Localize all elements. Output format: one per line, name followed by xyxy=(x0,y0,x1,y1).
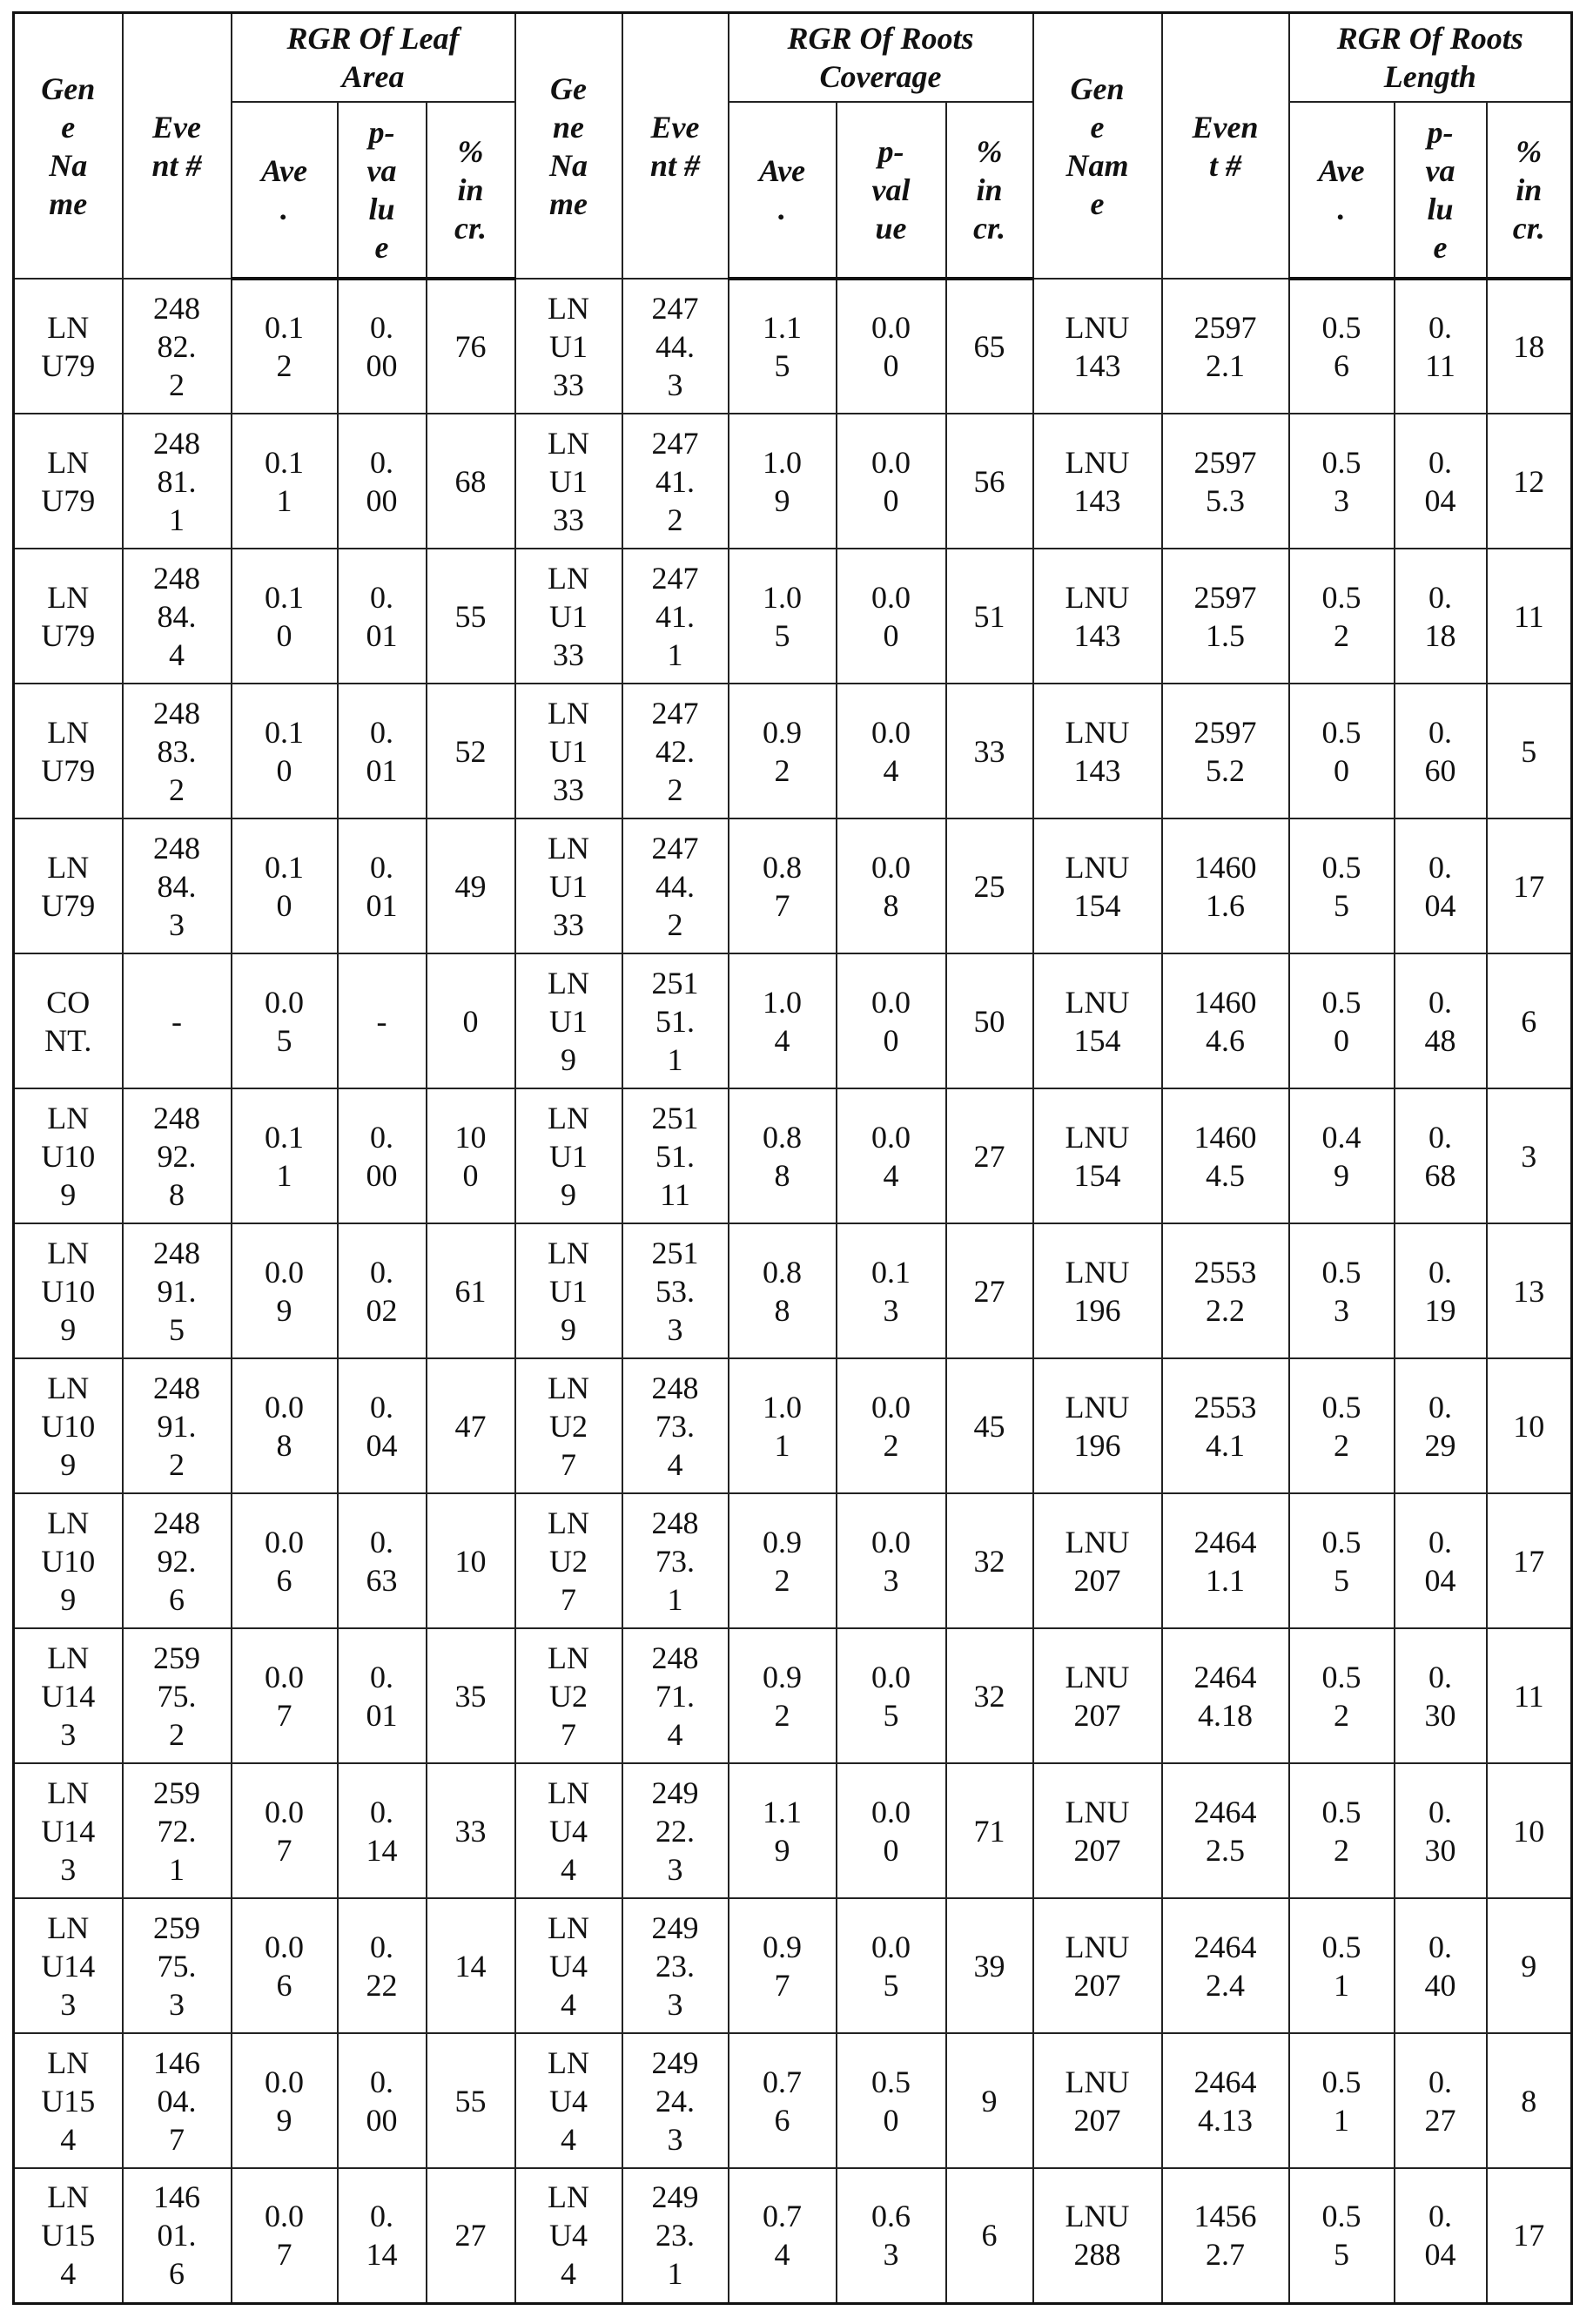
cell-p-value-1: 0. 01 xyxy=(338,1628,427,1763)
cell-gene-name-3: LNU 207 xyxy=(1033,1628,1162,1763)
cell-p-value-1: 0. 00 xyxy=(338,279,427,414)
cell-gene-name-1: LN U79 xyxy=(14,684,123,818)
cell-percent-increase-1: 14 xyxy=(427,1898,515,2033)
header-pvalue-2: p- val ue xyxy=(837,102,946,279)
cell-ave-3: 0.5 3 xyxy=(1289,1223,1395,1358)
table-row xyxy=(14,1628,1572,1763)
cell-ave-3: 0.5 5 xyxy=(1289,1493,1395,1628)
cell-event-3: 2553 4.1 xyxy=(1162,1358,1289,1493)
cell-percent-increase-3: 11 xyxy=(1487,549,1572,684)
cell-p-value-2: 0.0 2 xyxy=(837,1358,946,1493)
header-gene-name-3: Gen e Nam e xyxy=(1033,13,1162,280)
cell-gene-name-3: LNU 207 xyxy=(1033,2033,1162,2168)
cell-gene-name-2: LN U2 7 xyxy=(515,1358,622,1493)
cell-percent-increase-1: 55 xyxy=(427,2033,515,2168)
cell-p-value-2: 0.0 4 xyxy=(837,1088,946,1223)
table-row xyxy=(14,2033,1572,2168)
table-row xyxy=(14,953,1572,1088)
cell-gene-name-2: LN U2 7 xyxy=(515,1628,622,1763)
header-group-roots-length: RGR Of Roots Length xyxy=(1289,13,1572,103)
cell-percent-increase-3: 11 xyxy=(1487,1628,1572,1763)
cell-gene-name-3: LNU 143 xyxy=(1033,414,1162,549)
cell-event-2: 251 51. 11 xyxy=(622,1088,729,1223)
cell-p-value-2: 0.0 0 xyxy=(837,953,946,1088)
cell-ave-1: 0.0 7 xyxy=(232,2168,338,2303)
cell-percent-increase-3: 10 xyxy=(1487,1358,1572,1493)
cell-percent-increase-2: 56 xyxy=(946,414,1033,549)
cell-percent-increase-1: 33 xyxy=(427,1763,515,1898)
cell-event-1: 248 82. 2 xyxy=(123,279,232,414)
cell-event-3: 2464 2.5 xyxy=(1162,1763,1289,1898)
cell-ave-2: 0.7 6 xyxy=(729,2033,837,2168)
cell-ave-3: 0.5 2 xyxy=(1289,549,1395,684)
cell-gene-name-3: LNU 196 xyxy=(1033,1223,1162,1358)
cell-gene-name-2: LN U1 33 xyxy=(515,279,622,414)
cell-p-value-3: 0. 04 xyxy=(1395,1493,1487,1628)
cell-gene-name-1: LN U14 3 xyxy=(14,1763,123,1898)
cell-percent-increase-1: 52 xyxy=(427,684,515,818)
cell-gene-name-2: LN U4 4 xyxy=(515,2168,622,2303)
cell-ave-1: 0.1 0 xyxy=(232,549,338,684)
cell-p-value-3: 0. 27 xyxy=(1395,2033,1487,2168)
header-event-1: Eve nt # xyxy=(123,13,232,280)
cell-p-value-2: 0.0 4 xyxy=(837,684,946,818)
cell-percent-increase-2: 32 xyxy=(946,1628,1033,1763)
cell-p-value-2: 0.0 3 xyxy=(837,1493,946,1628)
cell-gene-name-3: LNU 196 xyxy=(1033,1358,1162,1493)
cell-ave-3: 0.5 6 xyxy=(1289,279,1395,414)
cell-event-1: 248 91. 5 xyxy=(123,1223,232,1358)
cell-percent-increase-2: 71 xyxy=(946,1763,1033,1898)
cell-event-2: 247 44. 2 xyxy=(622,818,729,953)
cell-percent-increase-2: 6 xyxy=(946,2168,1033,2303)
table-row xyxy=(14,818,1572,953)
cell-gene-name-1: CO NT. xyxy=(14,953,123,1088)
cell-event-3: 2597 1.5 xyxy=(1162,549,1289,684)
cell-percent-increase-3: 10 xyxy=(1487,1763,1572,1898)
cell-percent-increase-2: 51 xyxy=(946,549,1033,684)
cell-percent-increase-1: 0 xyxy=(427,953,515,1088)
cell-ave-2: 0.7 4 xyxy=(729,2168,837,2303)
header-group-roots-coverage: RGR Of Roots Coverage xyxy=(729,13,1033,103)
table-row xyxy=(14,2168,1572,2303)
cell-gene-name-2: LN U1 9 xyxy=(515,953,622,1088)
cell-event-3: 2464 1.1 xyxy=(1162,1493,1289,1628)
cell-p-value-3: 0. 18 xyxy=(1395,549,1487,684)
cell-percent-increase-1: 27 xyxy=(427,2168,515,2303)
cell-gene-name-2: LN U1 33 xyxy=(515,414,622,549)
cell-ave-3: 0.5 5 xyxy=(1289,818,1395,953)
cell-p-value-1: 0. 01 xyxy=(338,549,427,684)
cell-event-1: 248 92. 6 xyxy=(123,1493,232,1628)
cell-gene-name-1: LN U79 xyxy=(14,279,123,414)
cell-ave-1: 0.0 9 xyxy=(232,1223,338,1358)
cell-gene-name-3: LNU 154 xyxy=(1033,818,1162,953)
header-row-groups xyxy=(14,13,1572,103)
cell-percent-increase-1: 35 xyxy=(427,1628,515,1763)
cell-p-value-3: 0. 30 xyxy=(1395,1628,1487,1763)
cell-percent-increase-3: 12 xyxy=(1487,414,1572,549)
cell-event-3: 1460 4.6 xyxy=(1162,953,1289,1088)
cell-ave-1: 0.1 1 xyxy=(232,1088,338,1223)
cell-p-value-1: 0. 00 xyxy=(338,2033,427,2168)
cell-percent-increase-3: 13 xyxy=(1487,1223,1572,1358)
cell-ave-3: 0.5 3 xyxy=(1289,414,1395,549)
cell-gene-name-2: LN U1 33 xyxy=(515,549,622,684)
cell-percent-increase-3: 17 xyxy=(1487,2168,1572,2303)
cell-event-3: 1456 2.7 xyxy=(1162,2168,1289,2303)
cell-event-2: 248 73. 4 xyxy=(622,1358,729,1493)
cell-gene-name-3: LNU 143 xyxy=(1033,549,1162,684)
cell-gene-name-3: LNU 143 xyxy=(1033,279,1162,414)
cell-event-1: 259 75. 2 xyxy=(123,1628,232,1763)
cell-percent-increase-1: 61 xyxy=(427,1223,515,1358)
cell-p-value-2: 0.0 0 xyxy=(837,279,946,414)
cell-event-1: 248 84. 3 xyxy=(123,818,232,953)
table-row xyxy=(14,1898,1572,2033)
cell-p-value-3: 0. 40 xyxy=(1395,1898,1487,2033)
table-row xyxy=(14,1088,1572,1223)
cell-p-value-2: 0.0 5 xyxy=(837,1628,946,1763)
cell-gene-name-2: LN U4 4 xyxy=(515,1898,622,2033)
cell-ave-1: 0.0 7 xyxy=(232,1628,338,1763)
cell-percent-increase-2: 45 xyxy=(946,1358,1033,1493)
cell-gene-name-1: LN U14 3 xyxy=(14,1628,123,1763)
cell-event-3: 2464 4.13 xyxy=(1162,2033,1289,2168)
cell-ave-2: 1.0 1 xyxy=(729,1358,837,1493)
header-row-subcolumns xyxy=(14,102,1572,279)
header-event-3: Even t # xyxy=(1162,13,1289,280)
cell-ave-2: 1.1 9 xyxy=(729,1763,837,1898)
cell-percent-increase-3: 6 xyxy=(1487,953,1572,1088)
cell-ave-3: 0.5 2 xyxy=(1289,1628,1395,1763)
cell-event-1: - xyxy=(123,953,232,1088)
header-gene-name-1: Gen e Na me xyxy=(14,13,123,280)
cell-percent-increase-1: 76 xyxy=(427,279,515,414)
cell-event-3: 2597 5.3 xyxy=(1162,414,1289,549)
cell-event-3: 2464 4.18 xyxy=(1162,1628,1289,1763)
cell-event-2: 249 22. 3 xyxy=(622,1763,729,1898)
cell-p-value-3: 0. 68 xyxy=(1395,1088,1487,1223)
cell-gene-name-2: LN U1 9 xyxy=(515,1223,622,1358)
cell-p-value-1: 0. 14 xyxy=(338,1763,427,1898)
cell-p-value-2: 0.0 8 xyxy=(837,818,946,953)
cell-gene-name-1: LN U15 4 xyxy=(14,2168,123,2303)
cell-percent-increase-1: 10 xyxy=(427,1493,515,1628)
table-row xyxy=(14,279,1572,414)
header-gene-name-2: Ge ne Na me xyxy=(515,13,622,280)
cell-p-value-3: 0. 30 xyxy=(1395,1763,1487,1898)
cell-gene-name-1: LN U14 3 xyxy=(14,1898,123,2033)
cell-ave-1: 0.1 0 xyxy=(232,818,338,953)
cell-p-value-2: 0.1 3 xyxy=(837,1223,946,1358)
cell-ave-2: 0.8 7 xyxy=(729,818,837,953)
cell-gene-name-3: LNU 207 xyxy=(1033,1763,1162,1898)
cell-ave-2: 1.0 5 xyxy=(729,549,837,684)
cell-p-value-1: 0. 00 xyxy=(338,414,427,549)
cell-ave-3: 0.5 5 xyxy=(1289,2168,1395,2303)
cell-event-3: 2597 5.2 xyxy=(1162,684,1289,818)
cell-gene-name-1: LN U79 xyxy=(14,818,123,953)
cell-event-2: 247 41. 2 xyxy=(622,414,729,549)
cell-event-3: 1460 4.5 xyxy=(1162,1088,1289,1223)
cell-gene-name-1: LN U10 9 xyxy=(14,1358,123,1493)
cell-p-value-2: 0.5 0 xyxy=(837,2033,946,2168)
header-pvalue-3: p- va lu e xyxy=(1395,102,1487,279)
header-incr-2: % in cr. xyxy=(946,102,1033,279)
cell-gene-name-2: LN U1 9 xyxy=(515,1088,622,1223)
cell-percent-increase-1: 68 xyxy=(427,414,515,549)
cell-percent-increase-1: 55 xyxy=(427,549,515,684)
cell-ave-2: 1.0 4 xyxy=(729,953,837,1088)
cell-p-value-3: 0. 04 xyxy=(1395,2168,1487,2303)
cell-percent-increase-1: 47 xyxy=(427,1358,515,1493)
cell-p-value-2: 0.0 0 xyxy=(837,549,946,684)
cell-ave-1: 0.0 6 xyxy=(232,1493,338,1628)
header-group-leaf-area: RGR Of Leaf Area xyxy=(232,13,515,103)
cell-gene-name-3: LNU 154 xyxy=(1033,1088,1162,1223)
cell-event-2: 251 53. 3 xyxy=(622,1223,729,1358)
cell-ave-2: 0.9 2 xyxy=(729,1628,837,1763)
table-row xyxy=(14,1763,1572,1898)
cell-event-1: 248 83. 2 xyxy=(123,684,232,818)
cell-gene-name-2: LN U1 33 xyxy=(515,684,622,818)
cell-ave-2: 0.8 8 xyxy=(729,1088,837,1223)
cell-event-3: 1460 1.6 xyxy=(1162,818,1289,953)
cell-p-value-1: 0. 00 xyxy=(338,1088,427,1223)
cell-gene-name-2: LN U4 4 xyxy=(515,1763,622,1898)
cell-gene-name-3: LNU 143 xyxy=(1033,684,1162,818)
cell-event-1: 146 04. 7 xyxy=(123,2033,232,2168)
table-row xyxy=(14,684,1572,818)
cell-ave-3: 0.5 2 xyxy=(1289,1763,1395,1898)
table-row xyxy=(14,549,1572,684)
cell-ave-2: 1.0 9 xyxy=(729,414,837,549)
cell-event-1: 248 84. 4 xyxy=(123,549,232,684)
cell-gene-name-1: LN U79 xyxy=(14,414,123,549)
cell-event-3: 2553 2.2 xyxy=(1162,1223,1289,1358)
cell-ave-2: 0.9 7 xyxy=(729,1898,837,2033)
cell-percent-increase-3: 5 xyxy=(1487,684,1572,818)
cell-ave-3: 0.4 9 xyxy=(1289,1088,1395,1223)
cell-gene-name-3: LNU 207 xyxy=(1033,1493,1162,1628)
cell-p-value-1: 0. 14 xyxy=(338,2168,427,2303)
cell-gene-name-1: LN U10 9 xyxy=(14,1223,123,1358)
cell-gene-name-2: LN U2 7 xyxy=(515,1493,622,1628)
header-event-2: Eve nt # xyxy=(622,13,729,280)
cell-p-value-1: 0. 63 xyxy=(338,1493,427,1628)
cell-ave-3: 0.5 1 xyxy=(1289,1898,1395,2033)
cell-p-value-3: 0. 04 xyxy=(1395,818,1487,953)
cell-percent-increase-2: 39 xyxy=(946,1898,1033,2033)
cell-percent-increase-2: 65 xyxy=(946,279,1033,414)
cell-event-1: 248 92. 8 xyxy=(123,1088,232,1223)
cell-event-2: 249 23. 3 xyxy=(622,1898,729,2033)
cell-gene-name-3: LNU 207 xyxy=(1033,1898,1162,2033)
cell-gene-name-1: LN U10 9 xyxy=(14,1088,123,1223)
cell-event-3: 2597 2.1 xyxy=(1162,279,1289,414)
cell-percent-increase-2: 33 xyxy=(946,684,1033,818)
table-body xyxy=(14,279,1572,2303)
cell-ave-1: 0.0 5 xyxy=(232,953,338,1088)
table-row xyxy=(14,1358,1572,1493)
cell-gene-name-2: LN U4 4 xyxy=(515,2033,622,2168)
cell-gene-name-3: LNU 154 xyxy=(1033,953,1162,1088)
cell-percent-increase-2: 32 xyxy=(946,1493,1033,1628)
cell-p-value-3: 0. 60 xyxy=(1395,684,1487,818)
cell-event-2: 247 41. 1 xyxy=(622,549,729,684)
cell-percent-increase-3: 8 xyxy=(1487,2033,1572,2168)
cell-p-value-2: 0.0 0 xyxy=(837,1763,946,1898)
cell-ave-2: 0.8 8 xyxy=(729,1223,837,1358)
cell-event-2: 251 51. 1 xyxy=(622,953,729,1088)
cell-event-3: 2464 2.4 xyxy=(1162,1898,1289,2033)
cell-percent-increase-2: 25 xyxy=(946,818,1033,953)
cell-percent-increase-3: 17 xyxy=(1487,818,1572,953)
cell-ave-1: 0.1 2 xyxy=(232,279,338,414)
cell-gene-name-1: LN U10 9 xyxy=(14,1493,123,1628)
cell-event-2: 248 73. 1 xyxy=(622,1493,729,1628)
cell-ave-1: 0.0 6 xyxy=(232,1898,338,2033)
header-ave-1: Ave . xyxy=(232,102,338,279)
header-incr-3: % in cr. xyxy=(1487,102,1572,279)
cell-ave-1: 0.1 0 xyxy=(232,684,338,818)
cell-p-value-1: 0. 01 xyxy=(338,818,427,953)
cell-p-value-3: 0. 04 xyxy=(1395,414,1487,549)
cell-percent-increase-2: 27 xyxy=(946,1088,1033,1223)
cell-ave-3: 0.5 2 xyxy=(1289,1358,1395,1493)
cell-event-2: 249 23. 1 xyxy=(622,2168,729,2303)
cell-event-1: 259 72. 1 xyxy=(123,1763,232,1898)
table-row xyxy=(14,414,1572,549)
cell-p-value-1: - xyxy=(338,953,427,1088)
cell-p-value-1: 0. 22 xyxy=(338,1898,427,2033)
table-row xyxy=(14,1493,1572,1628)
cell-percent-increase-1: 49 xyxy=(427,818,515,953)
header-incr-1: % in cr. xyxy=(427,102,515,279)
header-ave-2: Ave . xyxy=(729,102,837,279)
table-row xyxy=(14,1223,1572,1358)
cell-percent-increase-2: 9 xyxy=(946,2033,1033,2168)
header-pvalue-1: p- va lu e xyxy=(338,102,427,279)
cell-p-value-1: 0. 02 xyxy=(338,1223,427,1358)
cell-gene-name-3: LNU 288 xyxy=(1033,2168,1162,2303)
cell-event-1: 248 91. 2 xyxy=(123,1358,232,1493)
cell-ave-1: 0.0 9 xyxy=(232,2033,338,2168)
cell-percent-increase-2: 27 xyxy=(946,1223,1033,1358)
cell-gene-name-1: LN U15 4 xyxy=(14,2033,123,2168)
cell-p-value-2: 0.6 3 xyxy=(837,2168,946,2303)
cell-p-value-3: 0. 48 xyxy=(1395,953,1487,1088)
cell-ave-3: 0.5 0 xyxy=(1289,953,1395,1088)
cell-event-1: 259 75. 3 xyxy=(123,1898,232,2033)
cell-event-1: 146 01. 6 xyxy=(123,2168,232,2303)
cell-p-value-2: 0.0 0 xyxy=(837,414,946,549)
cell-gene-name-2: LN U1 33 xyxy=(515,818,622,953)
cell-percent-increase-1: 10 0 xyxy=(427,1088,515,1223)
cell-p-value-3: 0. 11 xyxy=(1395,279,1487,414)
cell-percent-increase-3: 9 xyxy=(1487,1898,1572,2033)
results-table xyxy=(12,11,1573,2305)
cell-event-2: 247 44. 3 xyxy=(622,279,729,414)
cell-event-2: 248 71. 4 xyxy=(622,1628,729,1763)
cell-ave-2: 0.9 2 xyxy=(729,1493,837,1628)
cell-percent-increase-3: 18 xyxy=(1487,279,1572,414)
cell-percent-increase-3: 3 xyxy=(1487,1088,1572,1223)
cell-p-value-2: 0.0 5 xyxy=(837,1898,946,2033)
cell-ave-1: 0.0 8 xyxy=(232,1358,338,1493)
cell-event-2: 249 24. 3 xyxy=(622,2033,729,2168)
cell-ave-2: 1.1 5 xyxy=(729,279,837,414)
cell-ave-3: 0.5 1 xyxy=(1289,2033,1395,2168)
cell-p-value-3: 0. 19 xyxy=(1395,1223,1487,1358)
cell-percent-increase-2: 50 xyxy=(946,953,1033,1088)
cell-p-value-1: 0. 04 xyxy=(338,1358,427,1493)
cell-gene-name-1: LN U79 xyxy=(14,549,123,684)
cell-p-value-1: 0. 01 xyxy=(338,684,427,818)
cell-percent-increase-3: 17 xyxy=(1487,1493,1572,1628)
cell-event-2: 247 42. 2 xyxy=(622,684,729,818)
cell-event-1: 248 81. 1 xyxy=(123,414,232,549)
cell-ave-1: 0.0 7 xyxy=(232,1763,338,1898)
cell-ave-3: 0.5 0 xyxy=(1289,684,1395,818)
cell-ave-1: 0.1 1 xyxy=(232,414,338,549)
cell-p-value-3: 0. 29 xyxy=(1395,1358,1487,1493)
header-ave-3: Ave . xyxy=(1289,102,1395,279)
cell-ave-2: 0.9 2 xyxy=(729,684,837,818)
